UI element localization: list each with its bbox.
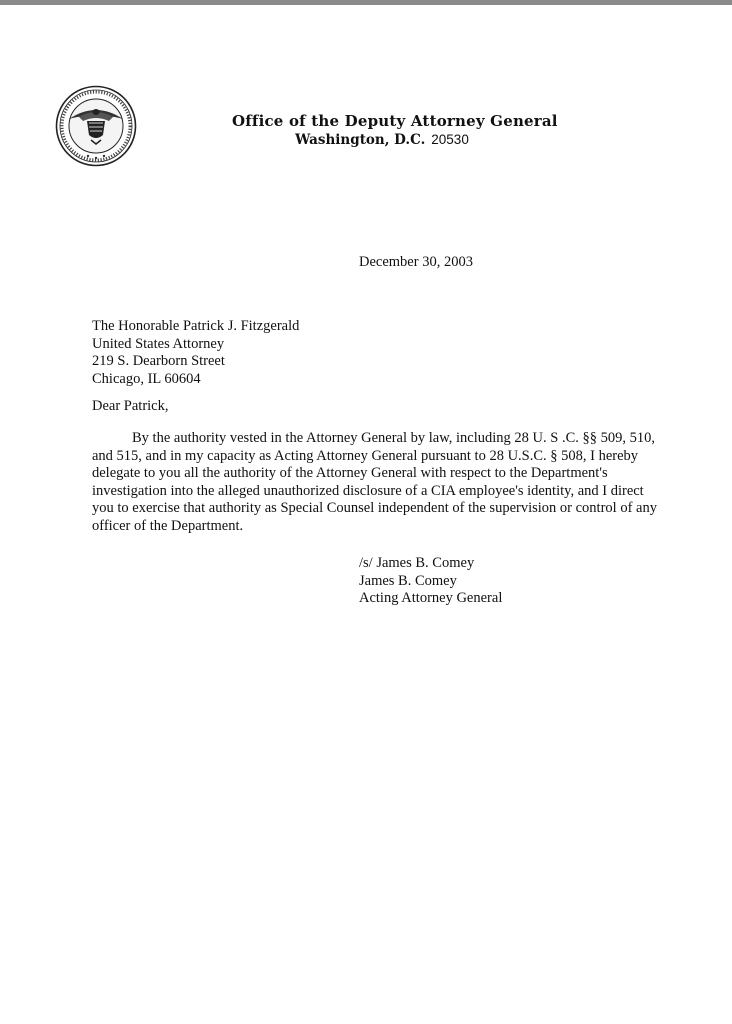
top-border — [0, 0, 732, 5]
signer-title: Acting Attorney General — [359, 590, 503, 606]
office-city: Washington, D.C. — [295, 132, 426, 148]
body-line: delegate to you all the authority of the Attorney General with respect to the Department's — [92, 465, 608, 481]
signature-line: /s/ James B. Comey — [359, 555, 475, 571]
body-line: By the authority vested in the Attorney General by law, including 28 U. S .C. §§ 509, 510, — [132, 430, 655, 446]
letter-date: December 30, 2003 — [359, 254, 473, 270]
letterhead — [232, 112, 558, 148]
recipient-name: The Honorable Patrick J. Fitzgerald — [92, 318, 300, 334]
recipient-city: Chicago, IL 60604 — [92, 370, 201, 387]
office-address — [232, 132, 532, 148]
office-zip: 20530 — [431, 132, 469, 147]
office-name: Office of the Deputy Attorney General — [232, 112, 558, 130]
recipient-address — [92, 318, 299, 388]
salutation: Dear Patrick, — [92, 398, 169, 414]
body-line: you to exercise that authority as Special Counsel independent of the supervision or control of any — [92, 500, 657, 516]
letter-body — [92, 430, 657, 535]
signature-block — [359, 555, 502, 608]
body-line: officer of the Department. — [92, 517, 244, 534]
body-line: and 515, and in my capacity as Acting Attorney General pursuant to 28 U.S.C. § 508, I hereby — [92, 447, 639, 464]
body-line: investigation into the alleged unauthorized disclosure of a CIA employee's identity, and I direct — [92, 482, 644, 499]
recipient-title: United States Attorney — [92, 335, 225, 352]
doj-seal-icon — [55, 85, 137, 167]
signer-name: James B. Comey — [359, 572, 457, 589]
recipient-street: 219 S. Dearborn Street — [92, 353, 225, 369]
